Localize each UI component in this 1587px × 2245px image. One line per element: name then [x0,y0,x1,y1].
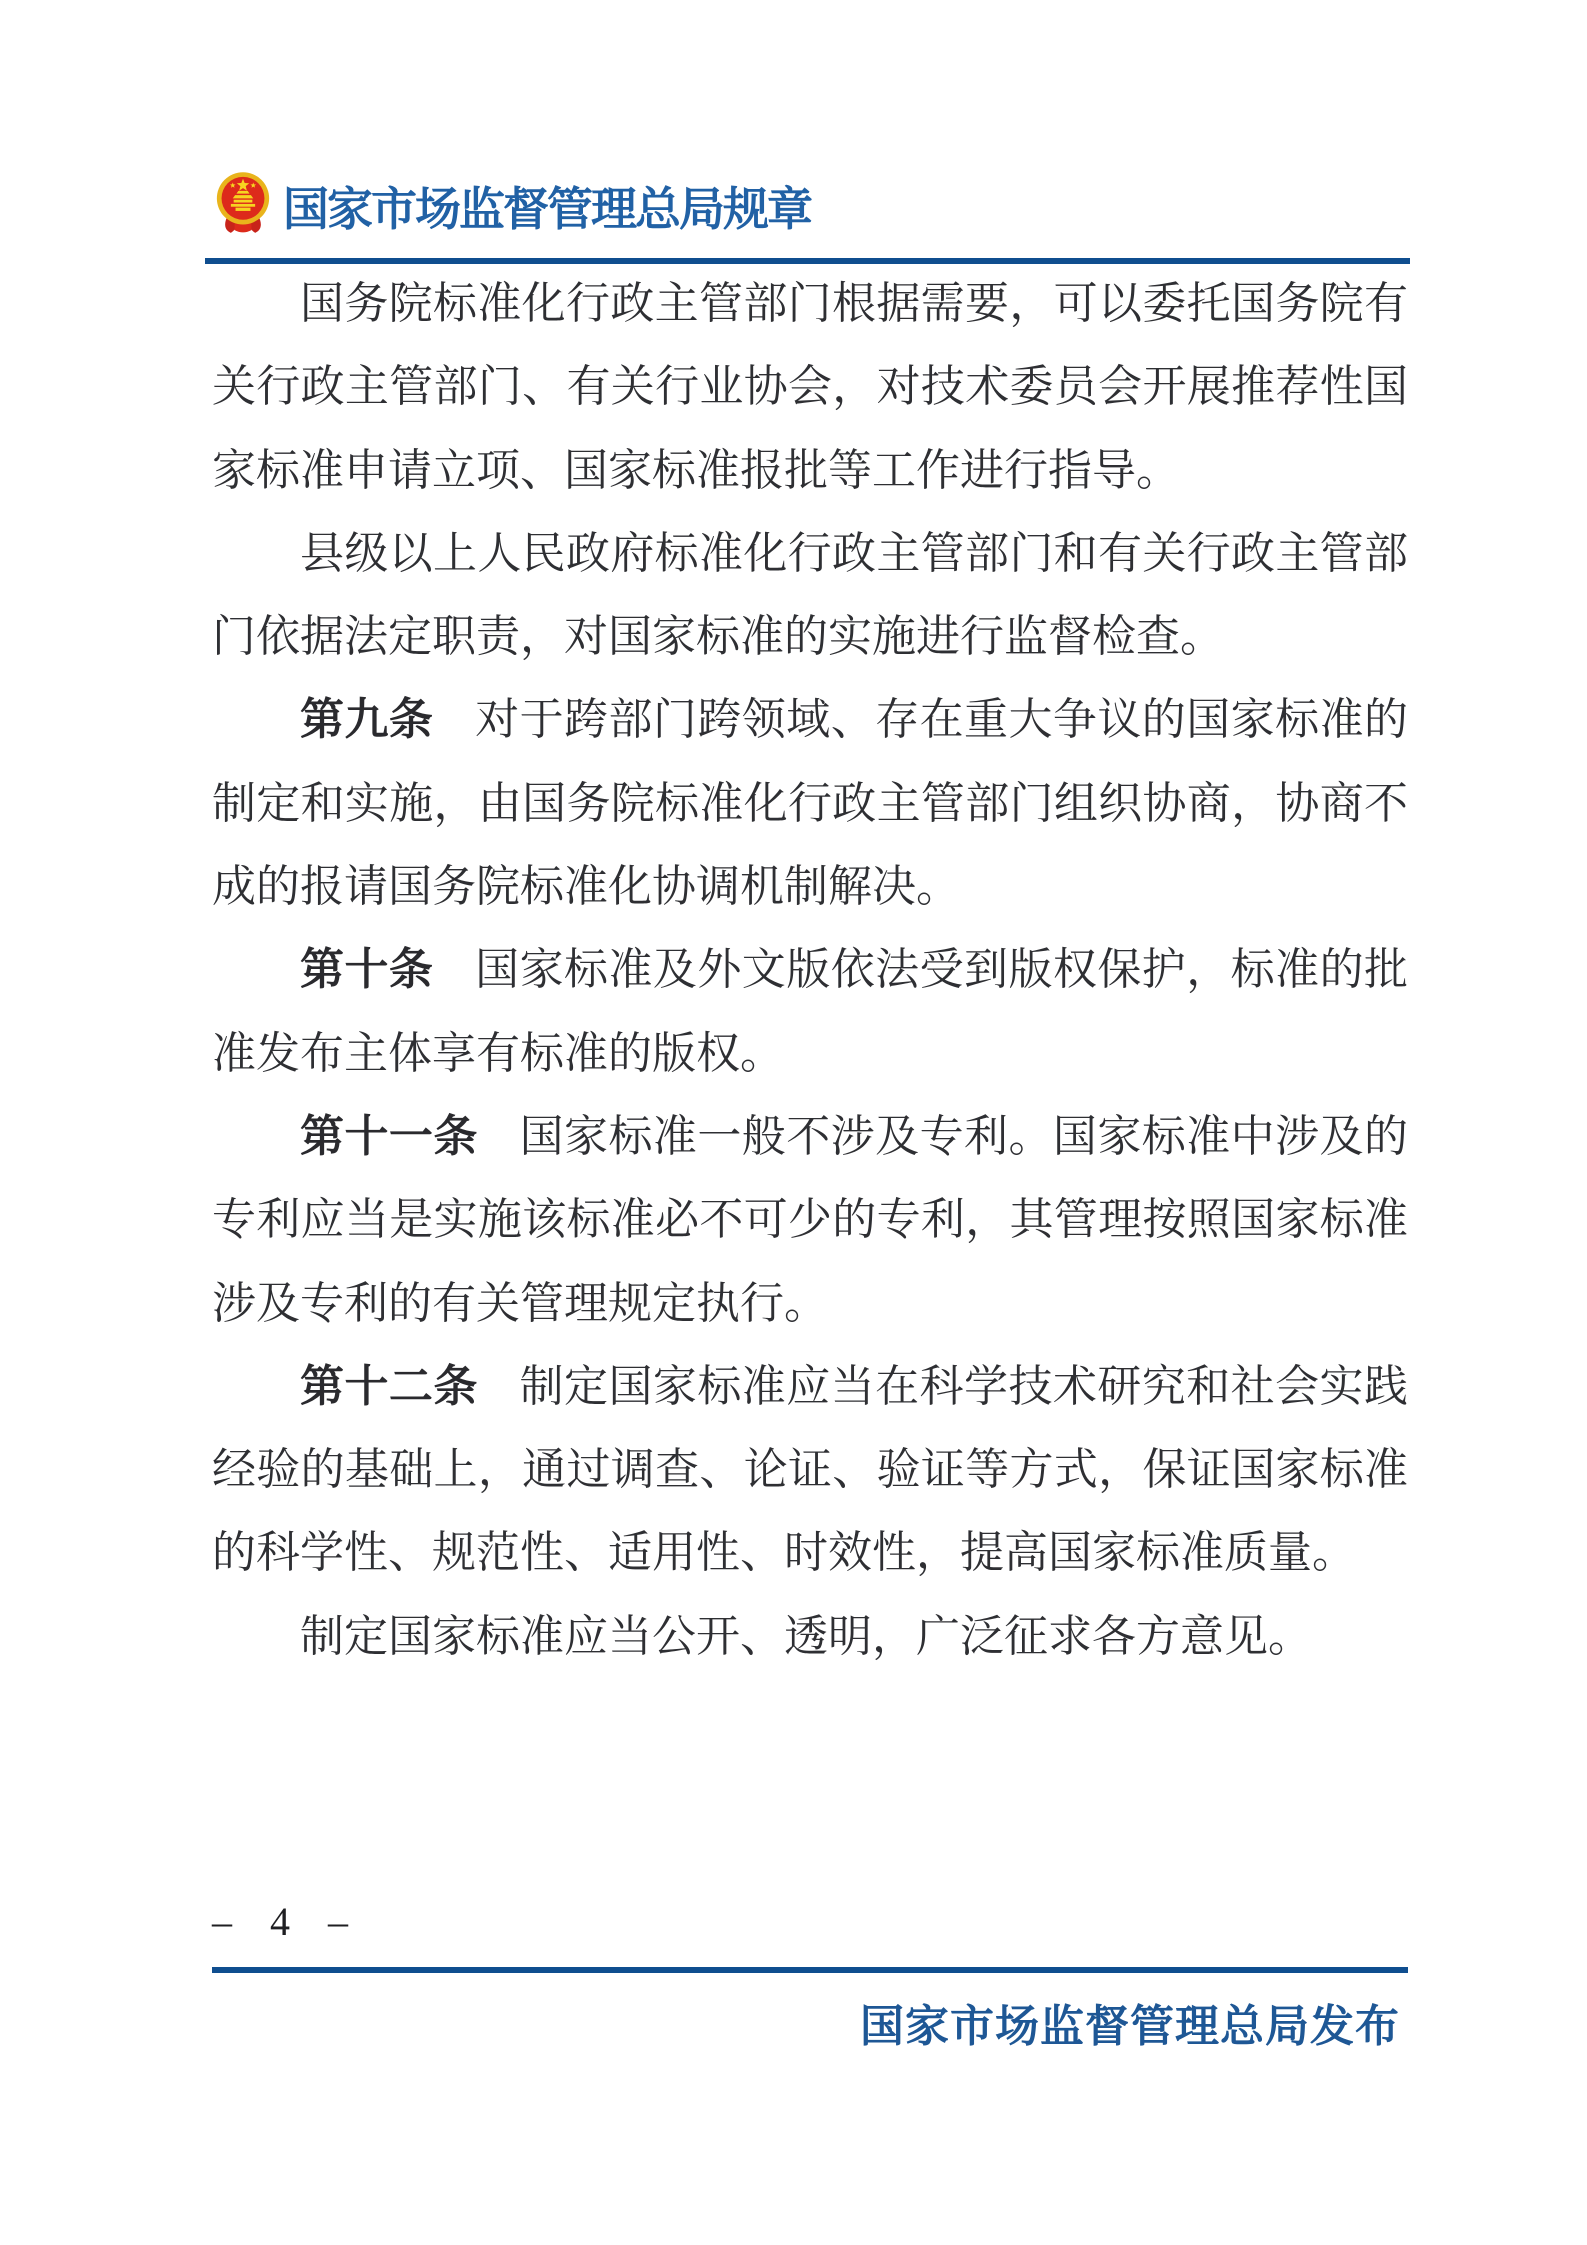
page-number: – 4 – [212,1899,362,1944]
paragraph [212,1595,1408,1678]
paragraph-text: 县级以上人民政府标准化行政主管部门和有关行政主管部门依据法定职责，对国家标准的实施进行监督检查。 [212,528,1408,662]
article-number: 第十条 [300,945,434,995]
paragraph [212,1095,1408,1345]
paragraph-text: 国务院标准化行政主管部门根据需要，可以委托国务院有关行政主管部门、有关行业协会，对技术委员会开展推荐性国家标准申请立项、国家标准报批等工作进行指导。 [212,279,1408,495]
article-number: 第十二条 [300,1361,478,1411]
paragraph [212,928,1408,1095]
paragraph [212,678,1408,928]
paragraph [212,262,1408,512]
document-text [212,262,1408,1678]
article-number: 第九条 [300,695,434,745]
paragraph-text: 国家标准及外文版依法受到版权保护，标准的批准发布主体享有标准的版权。 [212,945,1409,1078]
paragraph [212,1345,1408,1595]
page-title: 国家市场监督管理总局规章 [283,184,811,235]
paragraph-text: 对于跨部门跨领域、存在重大争议的国家标准的制定和实施，由国务院标准化行政主管部门组织协商，协商不成的报请国务院标准化协调机制解决。 [212,695,1409,912]
paragraph-text: 制定国家标准应当公开、透明，广泛征求各方意见。 [300,1611,1312,1661]
footer-divider [212,1967,1408,1973]
paragraph [212,512,1408,679]
paragraph-text: 制定国家标准应当在科学技术研究和社会实践经验的基础上，通过调查、论证、验证等方式，保证国家标准的科学性、规范性、适用性、时效性，提高国家标准质量。 [212,1361,1409,1578]
national-emblem-icon [215,170,271,236]
article-number: 第十一条 [300,1111,478,1161]
publisher-label: 国家市场监督管理总局发布 [860,2002,1400,2051]
paragraph-text: 国家标准一般不涉及专利。国家标准中涉及的专利应当是实施该标准必不可少的专利，其管理按照国家标准涉及专利的有关管理规定执行。 [212,1111,1409,1328]
